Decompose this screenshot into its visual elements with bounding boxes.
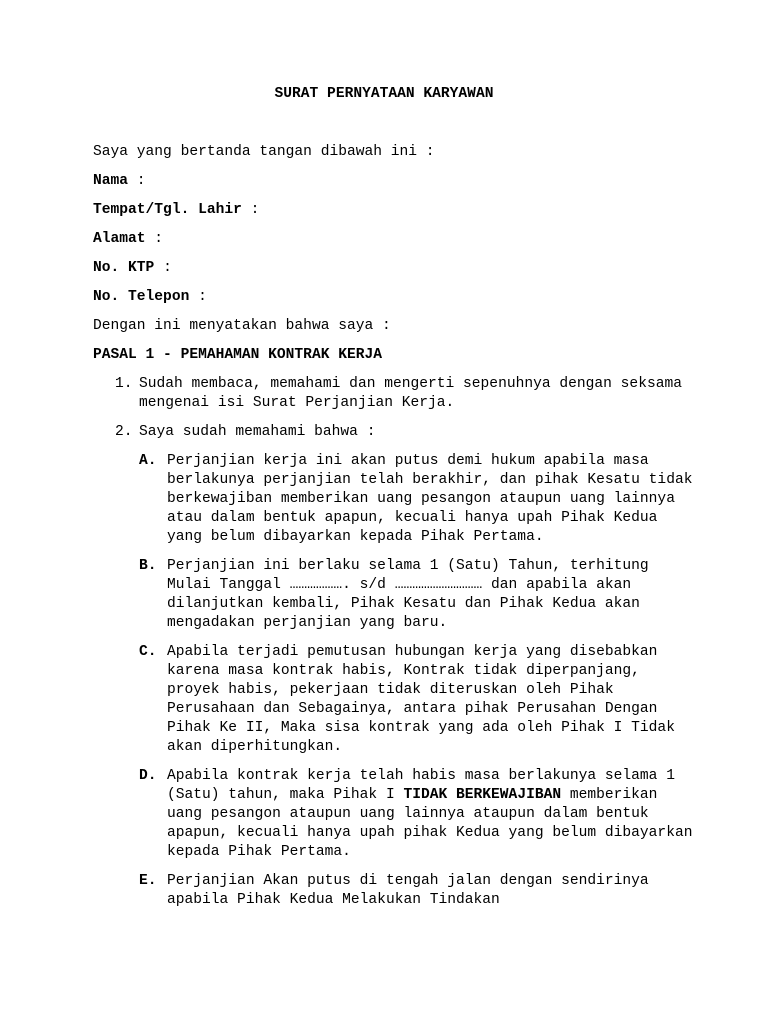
field-label: No. Telepon	[93, 289, 190, 305]
list-item	[139, 452, 693, 547]
list-item	[93, 375, 693, 413]
document-title: SURAT PERNYATAAN KARYAWAN	[274, 86, 494, 102]
list-item	[139, 872, 693, 910]
field-no-telepon	[93, 288, 693, 307]
field-tempat-tgl-lahir	[93, 201, 693, 220]
list-marker: D.	[139, 768, 157, 784]
intro-text: Saya yang bertanda tangan dibawah ini :	[93, 144, 435, 160]
list-item-text: Perjanjian kerja ini akan putus demi hukum apabila masa berlakunya perjanjian telah berakhir, dan pihak Kesatu tidak berkewajiban memberikan uang pesangon ataupun uang lainnya atau dalam bentuk apapun, kecuali hanya upah Pihak Kedua yang belum dibayarkan kepada Pihak Pertama.	[167, 453, 693, 545]
field-label: No. KTP	[93, 260, 155, 276]
field-separator: :	[154, 260, 172, 276]
list-item-text: Sudah membaca, memahami dan mengerti sepenuhnya dengan seksama mengenai isi Surat Perjanjian Kerja.	[139, 376, 682, 411]
list-item-text-end: memberikan uang pesangon ataupun uang lainnya ataupun dalam bentuk apapun, kecuali hanya upah pihak Kedua yang belum dibayarkan kepada Pihak Pertama.	[167, 787, 693, 860]
section-heading: PASAL 1 - PEMAHAMAN KONTRAK KERJA	[93, 347, 383, 363]
field-separator: :	[128, 173, 146, 189]
list-item-text: Perjanjian ini berlaku selama 1 (Satu) Tahun, terhitung Mulai Tanggal ………………. s/d ………………………… dan apabila akan dilanjutkan kembali, Pihak Kesatu dan Pihak Kedua akan mengadakan perjanjian yang baru.	[167, 558, 649, 631]
list-marker: A.	[139, 453, 157, 469]
list-marker: 2.	[115, 424, 133, 440]
list-item-text: Apabila terjadi pemutusan hubungan kerja yang disebabkan karena masa kontrak habis, Kontrak tidak diperpanjang, proyek habis, pekerjaan tidak diteruskan oleh Pihak Perusahaan dan Sebagainya, antara pihak Perusahan Dengan Pihak Ke II, Maka sisa kontrak yang ada oleh Pihak I Tidak akan diperhitungkan.	[167, 644, 675, 755]
list-marker: B.	[139, 558, 157, 574]
field-separator: :	[189, 289, 207, 305]
list-item-text: Saya sudah memahami bahwa :	[139, 424, 376, 440]
field-label: Alamat	[93, 231, 146, 247]
list-item	[139, 643, 693, 757]
lettered-list	[139, 452, 693, 910]
statement-text: Dengan ini menyatakan bahwa saya :	[93, 318, 391, 334]
list-item	[93, 423, 693, 910]
list-marker: E.	[139, 873, 157, 889]
field-label: Nama	[93, 173, 129, 189]
emphasis-text: TIDAK BERKEWAJIBAN	[403, 787, 562, 803]
list-item-text: Perjanjian Akan putus di tengah jalan dengan sendirinya apabila Pihak Kedua Melakukan Tindakan	[167, 873, 649, 908]
numbered-list	[93, 375, 693, 910]
list-item-text-start: Apabila kontrak kerja telah habis masa berlakunya selama 1 (Satu) tahun, maka Pihak I	[167, 768, 675, 803]
document-body	[93, 143, 693, 920]
field-nama	[93, 172, 693, 191]
list-marker: C.	[139, 644, 157, 660]
list-item	[139, 767, 693, 862]
field-separator: :	[241, 202, 260, 218]
field-no-ktp	[93, 259, 693, 278]
field-label: Tempat/Tgl. Lahir	[93, 202, 242, 218]
field-separator: :	[145, 231, 164, 247]
field-alamat	[93, 230, 693, 249]
list-item	[139, 557, 693, 633]
list-marker: 1.	[115, 376, 133, 392]
